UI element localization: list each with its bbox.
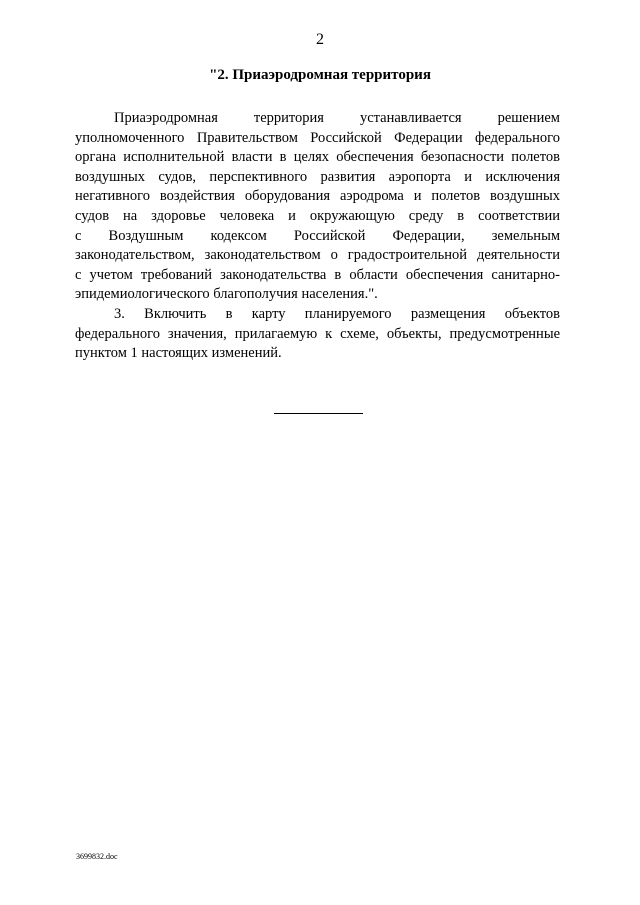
paragraph-2-line: пунктом 1 настоящих изменений. xyxy=(75,345,282,362)
paragraph-1-line: уполномоченного Правительством Российской Федерации федерального xyxy=(75,129,560,146)
paragraph-2-line: 3. Включить в карту планируемого размещения объектов xyxy=(114,306,560,322)
paragraph-1-line: Приаэродромная территория устанавливается решением xyxy=(114,110,560,126)
paragraph-1-line: законодательством, законодательством о градостроительной деятельности xyxy=(75,247,560,264)
paragraph-1-line: эпидемиологического благополучия населения.". xyxy=(75,286,378,303)
paragraph-1-line: воздушных судов, перспективного развития аэропорта и исключения xyxy=(75,168,560,185)
section-title: "2. Приаэродромная территория xyxy=(209,67,431,83)
footer-file-name: 3699832.doc xyxy=(76,852,118,861)
paragraph-1-line: с Воздушным кодексом Российской Федерации, земельным xyxy=(75,227,560,244)
paragraph-1-line: судов на здоровье человека и окружающую среду в соответствии xyxy=(75,207,560,224)
paragraph-1-line: негативного воздействия оборудования аэродрома и полетов воздушных xyxy=(75,188,560,205)
paragraph-1 xyxy=(75,109,560,305)
paragraph-2-line: федерального значения, прилагаемую к схеме, объекты, предусмотренные xyxy=(75,325,560,342)
paragraph-1-line: органа исполнительной власти в целях обеспечения безопасности полетов xyxy=(75,149,560,166)
paragraph-1-line: с учетом требований законодательства в области обеспечения санитарно- xyxy=(75,266,560,283)
end-separator-line xyxy=(274,413,363,414)
paragraph-2 xyxy=(75,305,560,364)
page-number: 2 xyxy=(316,31,324,48)
